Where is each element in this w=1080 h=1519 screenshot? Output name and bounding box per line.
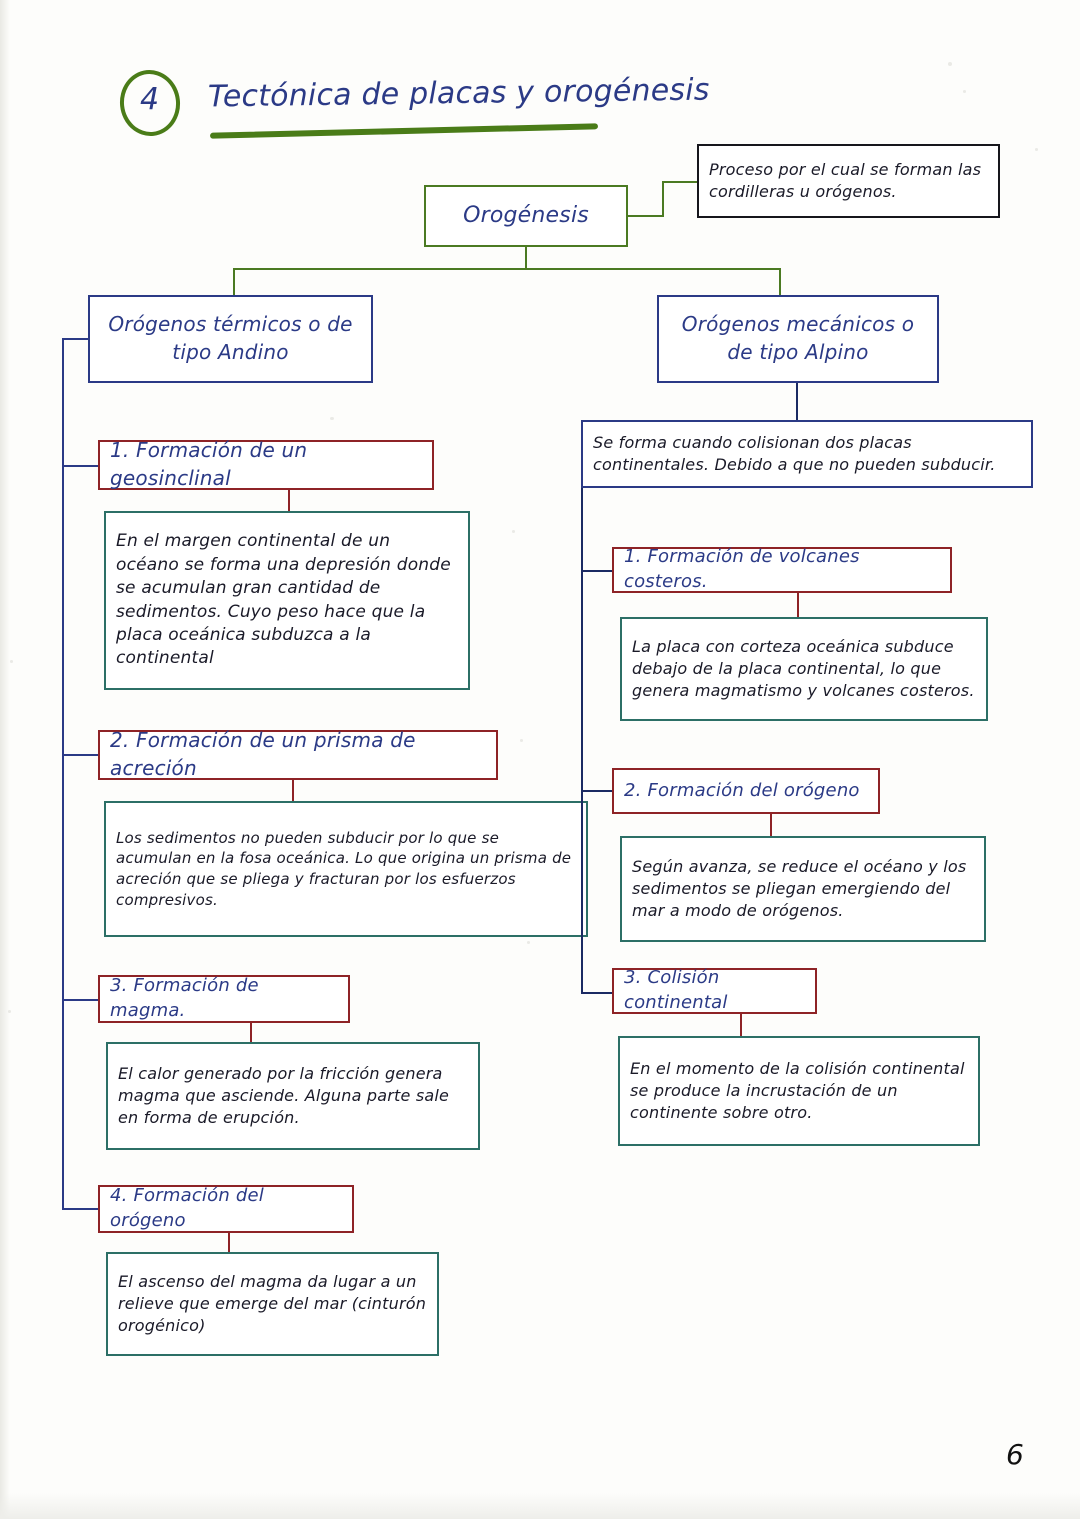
connector-root-split	[233, 268, 781, 270]
connector-to-branch-andino	[233, 268, 235, 296]
paper-speck	[527, 941, 530, 944]
step-body-alpino-1-text: La placa con corteza oceánica subduce debajo de la placa continental, lo que genera magmatismo y volcanes costeros.	[632, 636, 975, 701]
scan-edge-bottom	[0, 1493, 1080, 1519]
step-body-alpino-2-text: Según avanza, se reduce el océano y los sedimentos se pliegan emergiendo del mar a modo de orógenos.	[632, 856, 967, 921]
root-definition-text: Proceso por el cual se forman las cordilleras u orógenos.	[709, 159, 982, 201]
step-title-alpino-2-label: 2. Formación del orógeno	[624, 779, 860, 801]
paper-speck	[948, 62, 952, 66]
page-title: Tectónica de placas y orogénesis	[207, 72, 710, 115]
step-title-alpino-1-label: 1. Formación de volcanes costeros.	[624, 546, 860, 592]
step-title-andino-2	[98, 730, 498, 780]
spine-branch-alpino-1	[581, 570, 613, 572]
paper-speck	[330, 417, 334, 420]
page-title-row	[120, 66, 710, 146]
step-title-andino-4	[98, 1185, 354, 1233]
step-body-andino-4	[106, 1252, 439, 1356]
step-body-alpino-3-text: En el momento de la colisión continental se produce la incrustación de un continente sobre otro.	[630, 1058, 965, 1123]
spine-andino-entry	[62, 338, 88, 340]
step-body-andino-2-text: Los sedimentos no pueden subducir por lo que se acumulan en la fosa oceánica. Lo que origina un prisma de acreción que se pliega y fracturan por los esfuerzos compresivos.	[116, 828, 572, 909]
step-title-andino-3	[98, 975, 350, 1023]
root-node-label: Orogénesis	[463, 202, 589, 228]
step-body-alpino-2	[620, 836, 986, 942]
connector-root-stem	[525, 247, 527, 269]
paper-speck	[963, 90, 966, 93]
spine-branch-andino-4	[62, 1208, 98, 1210]
step-body-andino-2	[104, 801, 588, 937]
branch-heading-andino-label: Orógenos térmicos o de tipo Andino	[108, 312, 353, 364]
scan-edge-left	[0, 0, 10, 1519]
step-title-andino-1	[98, 440, 434, 490]
connector-alpino-3	[740, 1014, 742, 1036]
step-body-alpino-3	[618, 1036, 980, 1146]
connector-root-to-definition	[662, 181, 698, 183]
root-node-orogenesis	[424, 185, 628, 247]
connector-to-branch-alpino	[779, 268, 781, 296]
connector-root-to-definition	[628, 215, 664, 217]
spine-branch-alpino-2	[581, 790, 613, 792]
step-title-alpino-3	[612, 968, 817, 1014]
section-number: 4	[140, 82, 160, 118]
connector-alpino-1	[797, 593, 799, 617]
branch-intro-alpino-text: Se forma cuando colisionan dos placas continentales. Debido a que no pueden subducir.	[593, 432, 996, 474]
spine-branch-andino-1	[62, 465, 98, 467]
step-body-alpino-1	[620, 617, 988, 721]
step-title-alpino-3-label: 3. Colisión continental	[624, 967, 728, 1013]
connector-alpino-2	[770, 814, 772, 836]
step-title-andino-4-label: 4. Formación del orógeno	[110, 1185, 264, 1231]
paper-speck	[1035, 148, 1038, 151]
paper-speck	[520, 739, 523, 742]
step-title-andino-3-label: 3. Formación de magma.	[110, 975, 259, 1021]
connector-andino-3	[250, 1023, 252, 1042]
branch-heading-alpino-label: Orógenos mecánicos o de tipo Alpino	[681, 312, 915, 364]
root-definition-box	[697, 144, 1000, 218]
step-body-andino-3	[106, 1042, 480, 1150]
page-number: 6	[1005, 1438, 1024, 1471]
step-title-alpino-2	[612, 768, 880, 814]
branch-heading-andino	[88, 295, 373, 383]
spine-branch-alpino-3	[581, 992, 613, 994]
spine-branch-andino-2	[62, 754, 98, 756]
step-body-andino-1-text: En el margen continental de un océano se forma una depresión donde se acumulan gran cantidad de sedimentos. Cuyo peso hace que la placa oceánica subduzca a la continental	[116, 531, 451, 669]
section-number-circle	[117, 67, 184, 139]
spine-branch-andino-3	[62, 999, 98, 1001]
spine-alpino	[581, 488, 583, 994]
spine-andino	[62, 338, 64, 1210]
connector-root-to-definition	[662, 181, 664, 217]
step-body-andino-4-text: El ascenso del magma da lugar a un relieve que emerge del mar (cinturón orogénico)	[118, 1271, 427, 1336]
paper-speck	[8, 1010, 11, 1013]
branch-heading-alpino	[657, 295, 939, 383]
connector-andino-4	[228, 1233, 230, 1252]
branch-intro-alpino	[581, 420, 1033, 488]
paper-speck	[512, 530, 515, 533]
step-title-andino-2-label: 2. Formación de un prisma de acreción	[110, 728, 416, 780]
paper-speck	[10, 660, 13, 663]
step-body-andino-1	[104, 511, 470, 690]
title-underline	[210, 123, 598, 138]
connector-alpino-intro	[796, 383, 798, 420]
step-title-alpino-1	[612, 547, 952, 593]
step-title-andino-1-label: 1. Formación de un geosinclinal	[110, 438, 308, 490]
step-body-andino-3-text: El calor generado por la fricción genera magma que asciende. Alguna parte sale en forma de erupción.	[118, 1063, 450, 1128]
connector-andino-2	[292, 780, 294, 801]
connector-andino-1	[288, 490, 290, 511]
